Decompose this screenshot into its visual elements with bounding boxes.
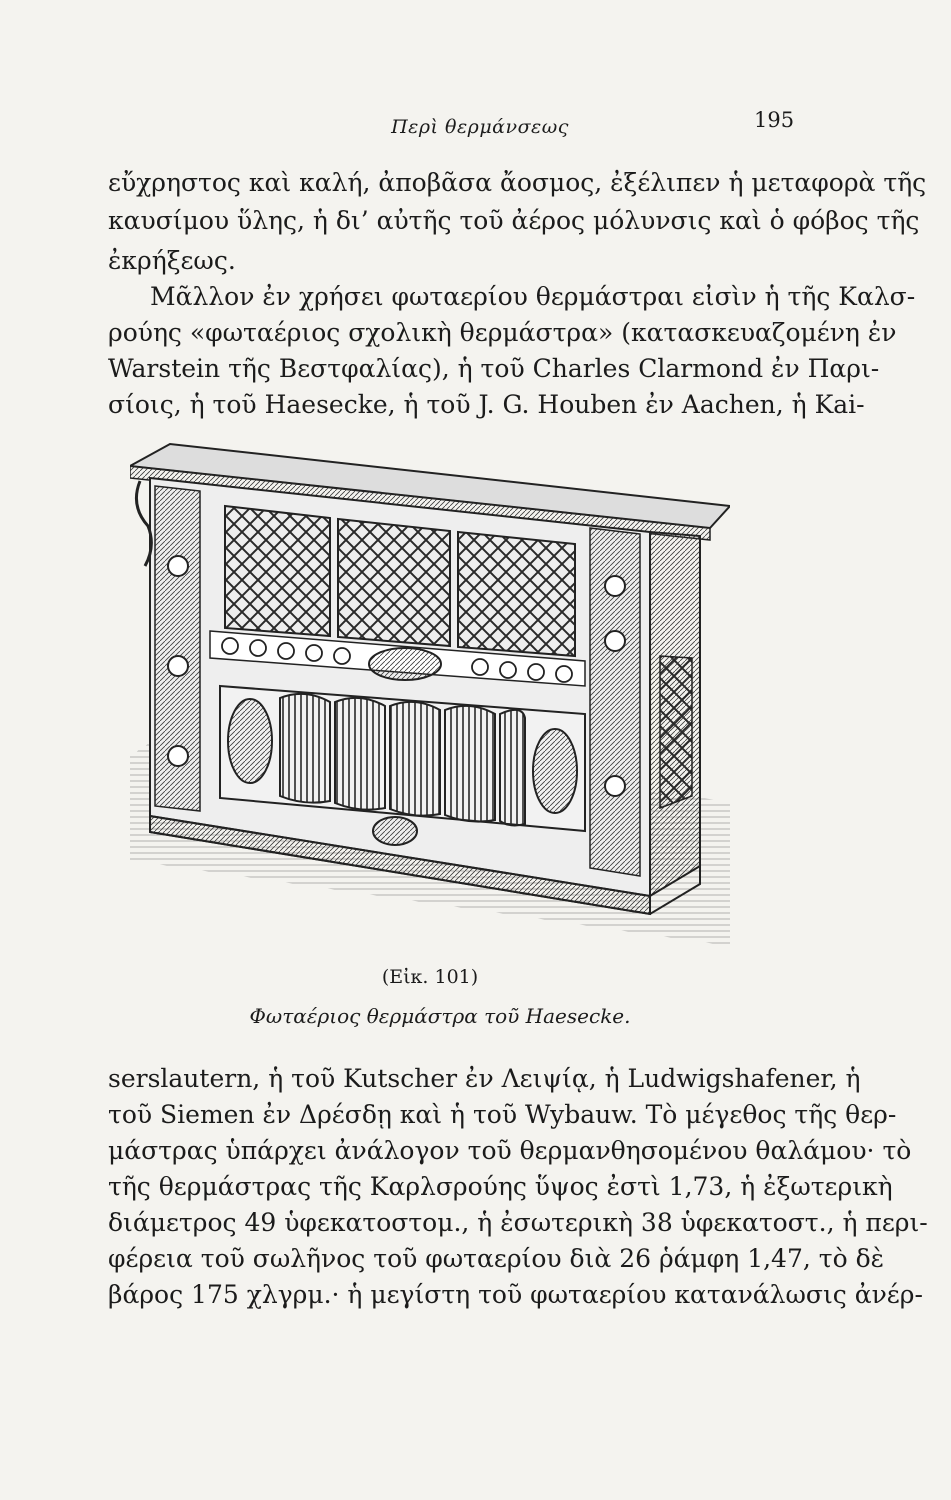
figure-number: (Εἰκ. 101) [381, 966, 479, 988]
text-line: σίοις, ἡ τοῦ Haesecke, ἡ τοῦ J. G. Houben ἐν Aachen, ἡ Kai- [108, 390, 865, 419]
page-number: 195 [754, 108, 795, 132]
text-line: καυσίμου ὕλης, ἡ δι’ αὐτῆς τοῦ ἀέρος μόλυνσις καὶ ὁ φόβος τῆς [108, 206, 920, 235]
radiator-illustration [130, 436, 730, 946]
text-line: Μᾶλλον ἐν χρήσει φωταερίου θερμάστραι εἰσὶν ἡ τῆς Καλσ- [150, 282, 916, 311]
text-line: ρούης «φωταέριος σχολικὴ θερμάστρα» (κατασκευαζομένη ἐν [108, 318, 897, 347]
text-line: μάστρας ὑπάρχει ἀνάλογον τοῦ θερμανθησομένου θαλάμου· τὸ [108, 1136, 912, 1165]
text-line: τοῦ Siemen ἐν Δρέσδῃ καὶ ἡ τοῦ Wybauw. Τὸ μέγεθος τῆς θερ- [108, 1100, 897, 1129]
running-header: Περὶ θερμάνσεως [391, 116, 569, 138]
text-line: εὔχρηστος καὶ καλή, ἀποβᾶσα ἄοσμος, ἐξέλιπεν ἡ μεταφορὰ τῆς [108, 168, 927, 197]
text-line: serslautern, ἡ τοῦ Kutscher ἐν Λειψίᾳ, ἡ Ludwigshafener, ἡ [108, 1064, 861, 1093]
text-line: Warstein τῆς Βεστφαλίας), ἡ τοῦ Charles Clarmond ἐν Παρι- [108, 354, 880, 383]
text-line: ἐκρήξεως. [108, 246, 236, 275]
figure-caption: Φωταέριος θερμάστρα τοῦ Haesecke. [249, 1004, 631, 1028]
text-line: τῆς θερμάστρας τῆς Καρλσρούης ὕψος ἐστὶ 1,73, ἡ ἐξωτερικὴ [108, 1172, 893, 1201]
text-line: φέρεια τοῦ σωλῆνος τοῦ φωταερίου διὰ 26 ῥάμφη 1,47, τὸ δὲ [108, 1244, 885, 1273]
text-line: βάρος 175 χλγρμ.· ἡ μεγίστη τοῦ φωταερίου κατανάλωσις ἀνέρ- [108, 1280, 923, 1309]
text-line: διάμετρος 49 ὑφεκατοστομ., ἡ ἐσωτερικὴ 38 ὑφεκατοστ., ἡ περι- [108, 1208, 928, 1237]
